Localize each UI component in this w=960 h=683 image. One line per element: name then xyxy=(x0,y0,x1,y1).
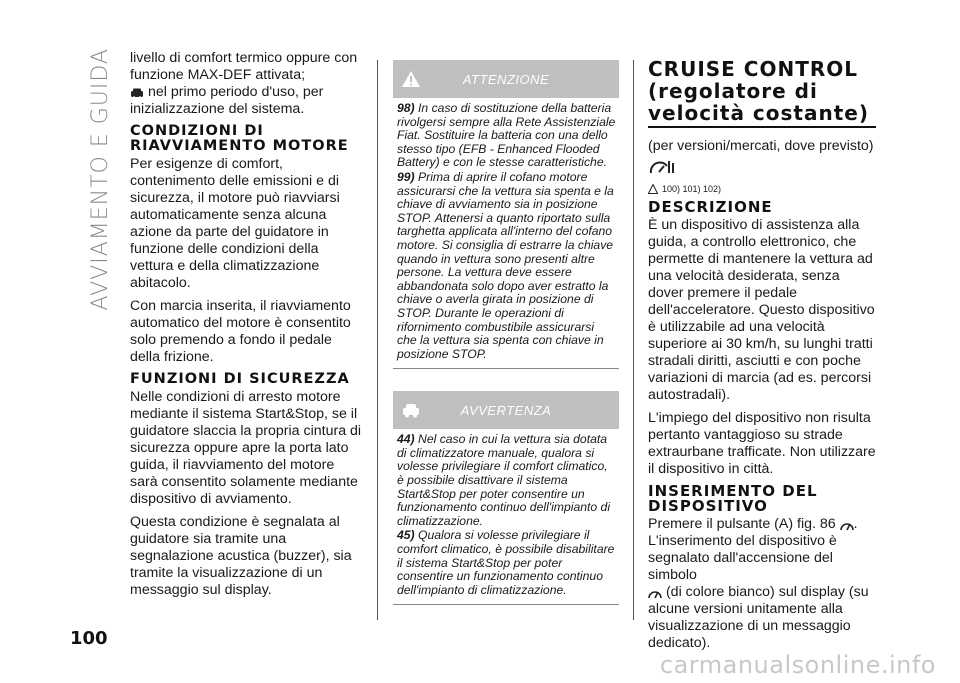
warning-triangle-icon xyxy=(401,69,421,89)
paragraph-descrizione-1: È un dispositivo di assistenza alla guida, a controllo elettronico, che permette di mantenere la vettura ad una velocità desiderata, senza dover premere il pedale dell'acceleratore. Questo dispositivo è utilizzabile ad una velocità superiore ai 30 km/h, su lunghi tratti stradali diritti, asciutti e con poche variazioni di marcia (ad es. percorsi autostradali). xyxy=(648,217,875,403)
heading-descrizione: DESCRIZIONE xyxy=(648,198,773,216)
intro-line-1: livello di comfort termico oppure con funzione MAX-DEF attivata; xyxy=(130,50,358,83)
avvertenza-box xyxy=(393,391,619,605)
references-row xyxy=(648,184,876,194)
paragraph-condizioni-1: Per esigenze di comfort, contenimento delle emissioni e di sicurezza, il motore può riavviarsi automaticamente senza alcuna azione da parte del guidatore in funzione delle condizioni della vettura e della climatizzazione abitacolo. xyxy=(130,156,340,291)
car-warning-icon xyxy=(401,400,421,420)
attenzione-box xyxy=(393,60,619,369)
avvertenza-body xyxy=(393,429,619,605)
avvertenza-title: AVVERTENZA xyxy=(460,402,552,418)
references-list: 100) 101) 102) xyxy=(662,184,722,194)
heading-cruise-control: CRUISE CONTROL (regolatore di velocità costante) xyxy=(648,58,876,128)
warning-small-icon xyxy=(648,184,658,194)
cruise-control-icon xyxy=(648,157,678,177)
column-1 xyxy=(130,50,362,605)
column-divider-right xyxy=(633,60,634,620)
attenzione-title: ATTENZIONE xyxy=(462,71,550,87)
paragraph-descrizione-2: L'impiego del dispositivo non risulta pertanto vantaggioso su strade extraurbane trafficate. Non utilizzare il dispositivo in città. xyxy=(648,410,876,477)
heading-inserimento: INSERIMENTO DEL DISPOSITIVO xyxy=(648,482,818,515)
speedometer-symbol-icon xyxy=(648,587,662,599)
column-2 xyxy=(393,60,619,627)
attenzione-body xyxy=(393,98,619,369)
notice-44: 44) Nel caso in cui la vettura sia dotata di climatizzatore manuale, qualora si volesse privilegiare il comfort climatico, è possibile disattivare il sistema Start&Stop per poter consentire un funzionamento continuo dell'impianto di climatizzazione. xyxy=(397,432,611,528)
cruise-symbol-row xyxy=(648,157,876,182)
notice-98: 98) In caso di sostituzione della batteria rivolgersi sempre alla Rete Assistenziale Fiat. Sostituire la batteria con una dello stesso tipo (EFB - Enhanced Flooded Battery) e con le stesse caratteristiche. xyxy=(397,101,616,170)
column-3 xyxy=(648,52,876,658)
paragraph-inserimento-2: L'inserimento del dispositivo è segnalato dall'accensione del simbolo (di colore bianco) sul display (su alcune versioni unitamente alla visualizzazione di un messaggio dedicato). xyxy=(648,533,869,651)
column-divider-left xyxy=(377,60,378,620)
avvertenza-header xyxy=(393,391,619,429)
speedometer-icon xyxy=(840,519,854,531)
versions-note: (per versioni/mercati, dove previsto) xyxy=(648,138,874,154)
heading-riavviamento: CONDIZIONI DI RIAVVIAMENTO MOTORE xyxy=(130,123,349,154)
notice-99: 99) Prima di aprire il cofano motore assicurarsi che la vettura sia spenta e la chiave di avviamento sia in posizione STOP. Attenersi a quanto riportato sulla targhetta applicata all'interno del cofano motore. Si consiglia di estrarre la chiave quando in vettura sono presenti altre persone. La vettura deve essere abbandonata solo dopo aver estratto la chiave o averla girata in posizione di STOP. Durante le operazioni di rifornimento combustibile assicurarsi che la vettura sia spenta con chiave in posizione STOP. xyxy=(397,169,614,361)
paragraph-funzioni-2: Questa condizione è segnalata al guidatore sia tramite una segnalazione acustica (buzzer), sia tramite la visualizzazione di un messaggio sul display. xyxy=(130,514,352,598)
watermark: carmanualsonline.info xyxy=(659,651,936,679)
intro-line-2: nel primo periodo d'uso, per inizializzazione del sistema. xyxy=(130,84,324,117)
paragraph-funzioni-1: Nelle condizioni di arresto motore mediante il sistema Start&Stop, se il guidatore slaccia la propria cintura di sicurezza oppure apre la porta lato guida, il riavviamento del motore sarà consentito solamente mediante dispositivo di avviamento. xyxy=(130,389,362,507)
paragraph-condizioni-2: Con marcia inserita, il riavviamento automatico del motore è consentito solo premendo a fondo il pedale della frizione. xyxy=(130,298,351,365)
new-car-icon xyxy=(130,87,144,99)
section-side-title: AVVIAMENTO E GUIDA xyxy=(87,48,113,311)
page-number: 100 xyxy=(70,628,108,649)
notice-45: 45) Qualora si volesse privilegiare il comfort climatico, è possibile disabilitare il sistema Start&Stop per poter consentire un funzionamento continuo dell'impianto di climatizzazione. xyxy=(397,528,615,597)
heading-sicurezza: FUNZIONI DI SICUREZZA xyxy=(130,371,350,387)
attenzione-header xyxy=(393,60,619,98)
paragraph-inserimento-1: Premere il pulsante (A) fig. 86 . xyxy=(648,516,858,532)
